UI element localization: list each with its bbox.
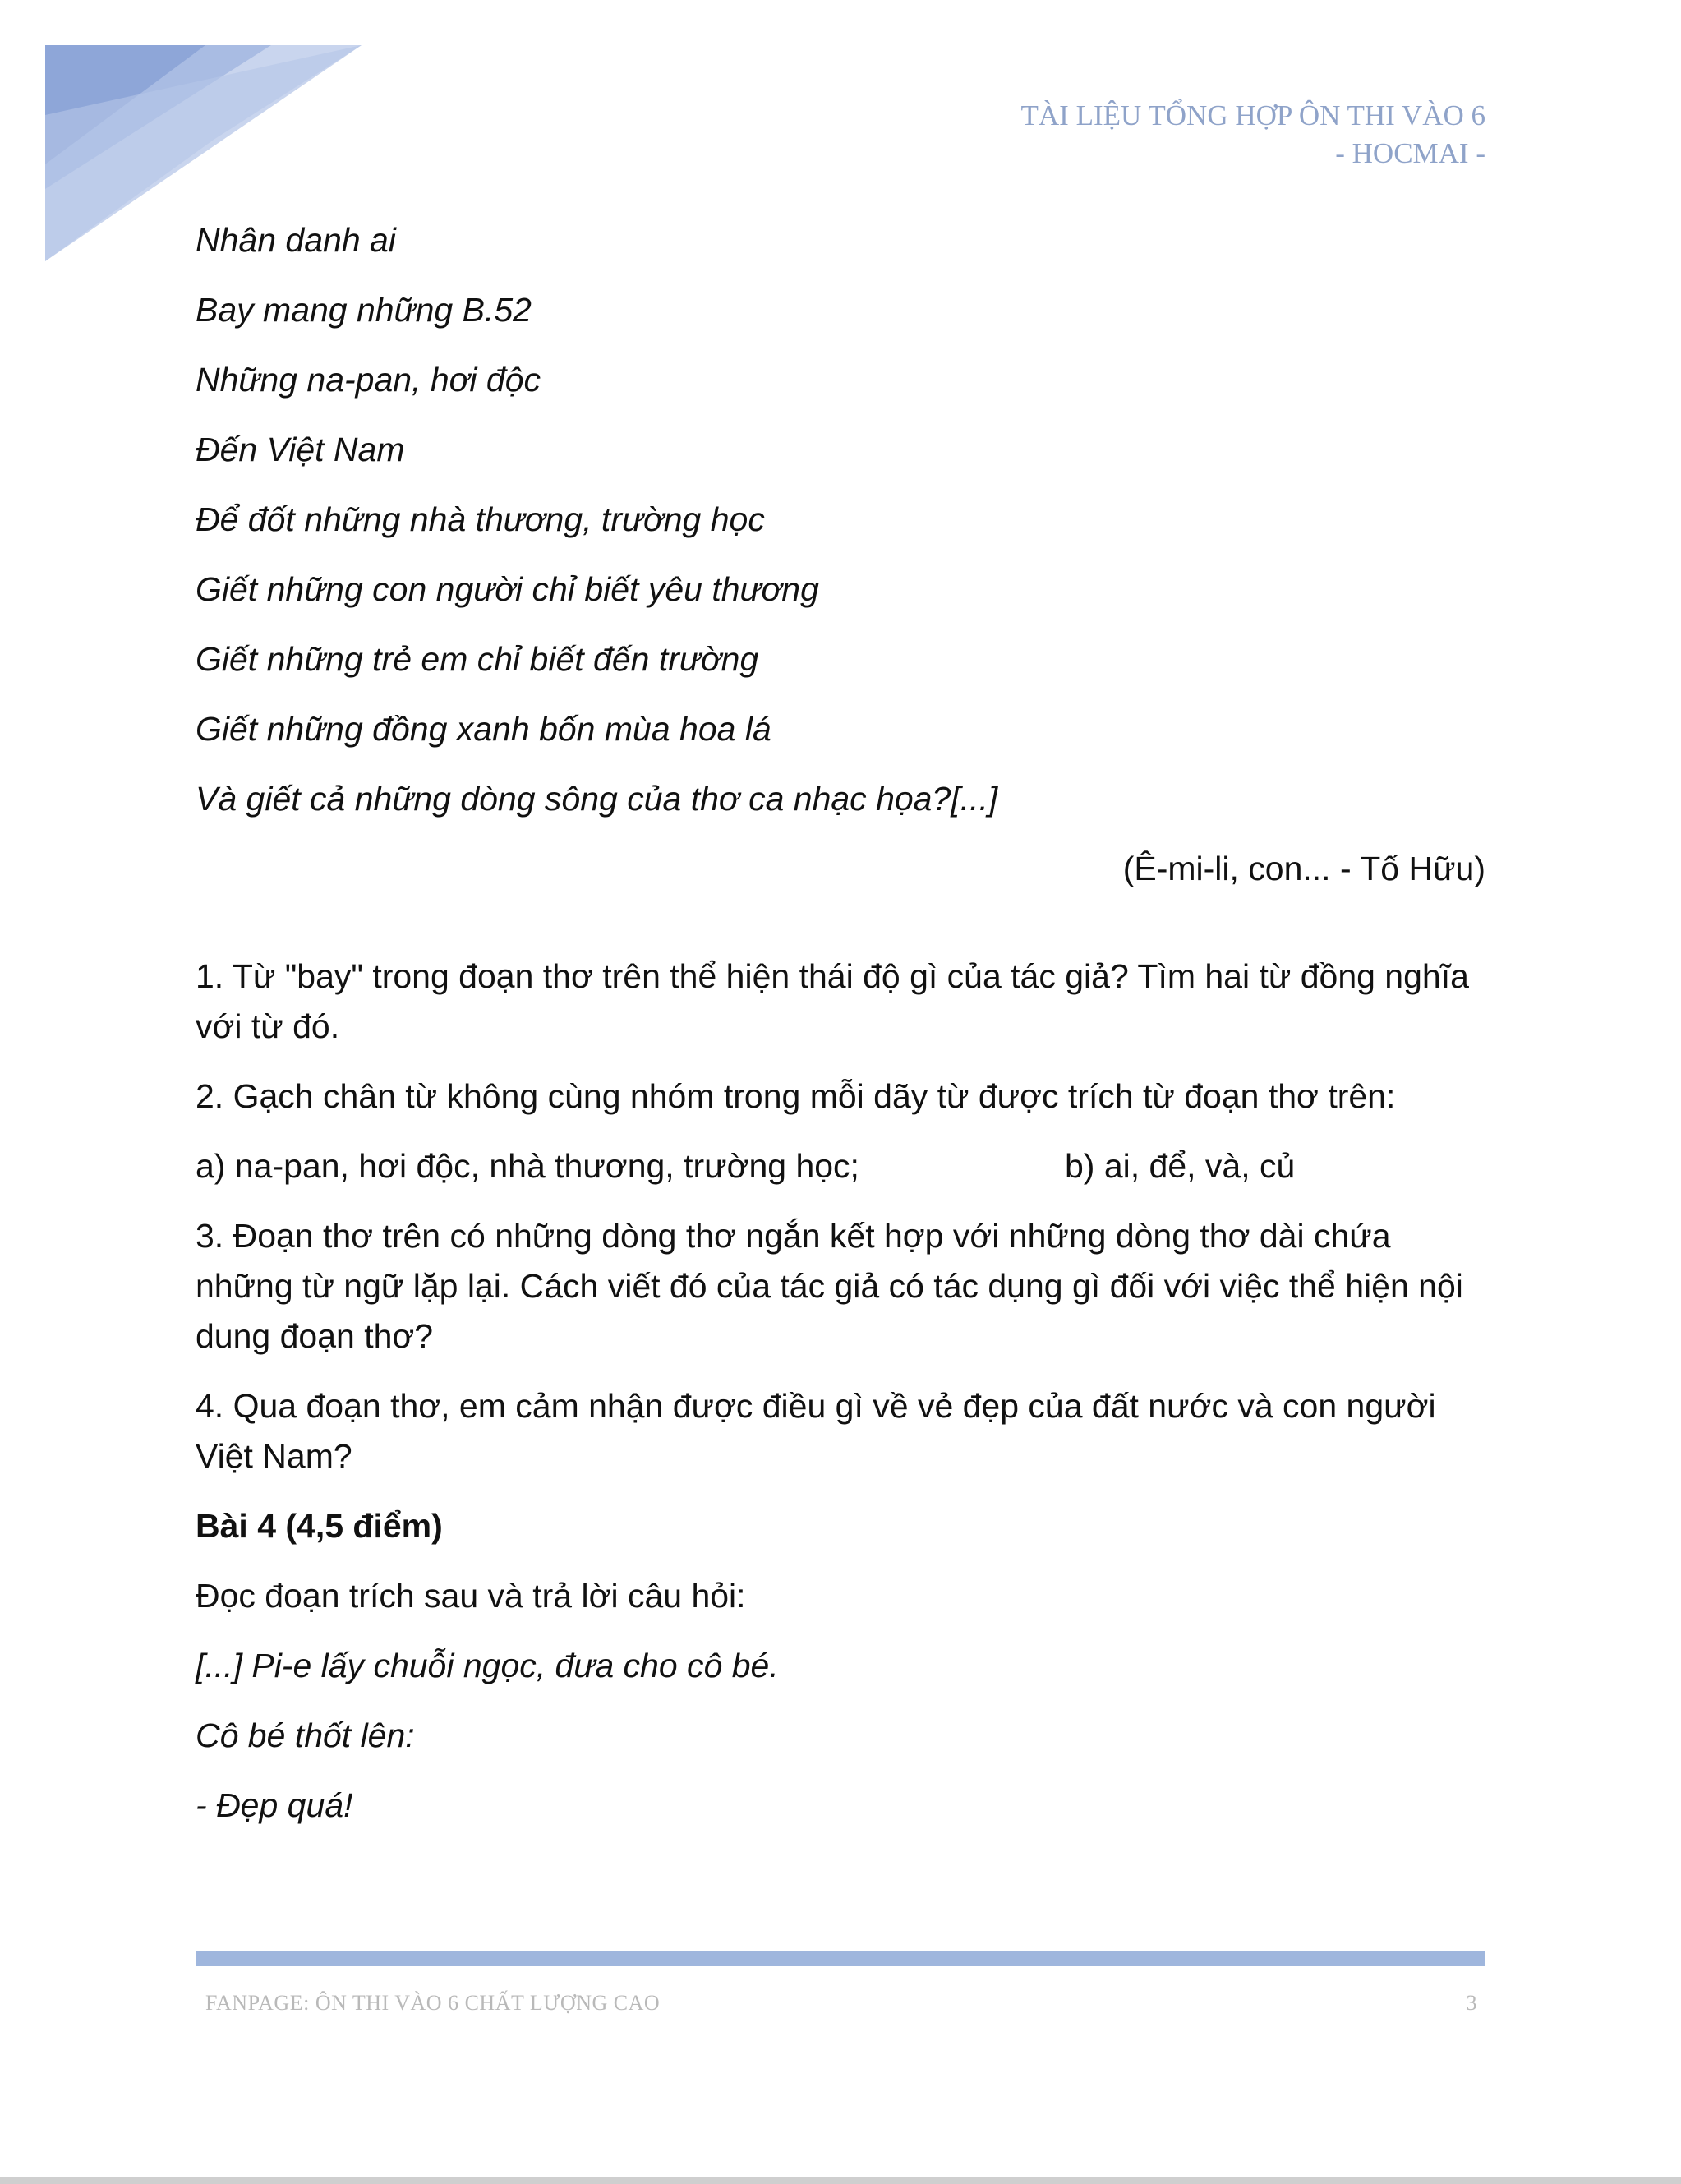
poem-line: Để đốt những nhà thương, trường học xyxy=(196,500,765,538)
option-a: a) na-pan, hơi độc, nhà thương, trường học; xyxy=(196,1147,859,1185)
document-header xyxy=(1021,97,1485,173)
page-bottom-edge xyxy=(0,2177,1681,2184)
footer-divider xyxy=(196,1951,1485,1966)
poem-line: Giết những con người chỉ biết yêu thương xyxy=(196,570,819,608)
question-1: 1. Từ "bay" trong đoạn thơ trên thể hiện thái độ gì của tác giả? Tìm hai từ đồng nghĩa với từ đó. xyxy=(196,957,1469,1045)
footer-fanpage: FANPAGE: ÔN THI VÀO 6 CHẤT LƯỢNG CAO xyxy=(205,1991,661,2015)
question-2: 2. Gạch chân từ không cùng nhóm trong mỗi dãy từ được trích từ đoạn thơ trên: xyxy=(196,1077,1396,1115)
poem-line: Và giết cả những dòng sông của thơ ca nhạc họa?[...] xyxy=(196,780,998,818)
excerpt-line: [...] Pi-e lấy chuỗi ngọc, đưa cho cô bé. xyxy=(196,1647,779,1684)
poem-line: Những na-pan, hơi độc xyxy=(196,361,541,399)
document-body xyxy=(196,215,1485,1850)
poem-line: Bay mang những B.52 xyxy=(196,291,532,329)
poem-line: Giết những trẻ em chỉ biết đến trường xyxy=(196,640,759,678)
poem-line: Nhân danh ai xyxy=(196,221,396,259)
section-instruction: Đọc đoạn trích sau và trả lời câu hỏi: xyxy=(196,1577,746,1615)
question-4: 4. Qua đoạn thơ, em cảm nhận được điều gì về vẻ đẹp của đất nước và con người Việt Nam? xyxy=(196,1387,1436,1475)
option-b: b) ai, để, và, củ xyxy=(1065,1147,1296,1185)
header-subtitle: - HOCMAI - xyxy=(1335,137,1485,169)
document-footer xyxy=(205,1991,1477,2016)
poem-line: Giết những đồng xanh bốn mùa hoa lá xyxy=(196,710,771,748)
page-number: 3 xyxy=(1466,1991,1477,2015)
poem-source: (Ê-mi-li, con... - Tố Hữu) xyxy=(1122,850,1485,887)
excerpt-line: Cô bé thốt lên: xyxy=(196,1716,415,1754)
question-3: 3. Đoạn thơ trên có những dòng thơ ngắn kết hợp với những dòng thơ dài chứa những từ ngữ lặp lại. Cách viết đó của tác giả có tác dụng gì đối với việc thể hiện nội dung đoạn thơ? xyxy=(196,1217,1463,1355)
poem-line: Đến Việt Nam xyxy=(196,431,405,468)
excerpt-line: - Đẹp quá! xyxy=(196,1786,353,1824)
question-2-options xyxy=(196,1141,1485,1191)
section-title: Bài 4 (4,5 điểm) xyxy=(196,1507,443,1545)
header-title: TÀI LIỆU TỔNG HỢP ÔN THI VÀO 6 xyxy=(1020,99,1485,131)
